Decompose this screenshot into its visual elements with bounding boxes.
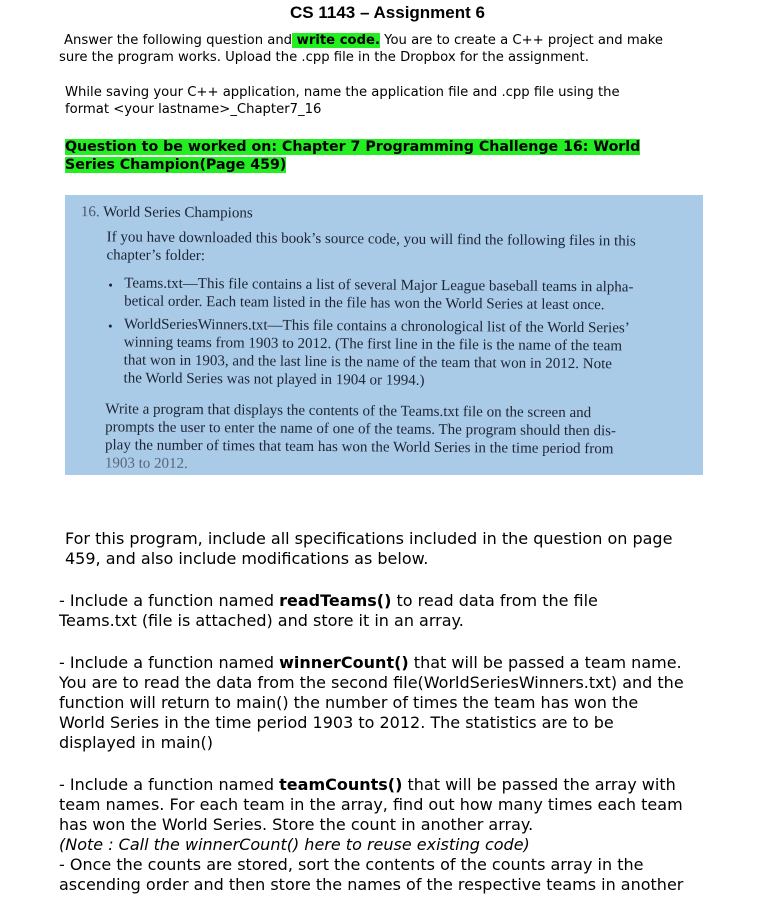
readteams-line-2: Teams.txt (file is attached) and store it in an array. <box>59 611 464 630</box>
intro-text-b: You are to create a C++ project and make <box>379 33 664 48</box>
teamcounts-note: (Note : Call the winnerCount() here to reuse existing code) <box>59 835 530 854</box>
excerpt-intro-1: If you have downloaded this book’s source code, you will find the following files in this <box>106 229 636 250</box>
winnercount-line-2: You are to read the data from the second file(WorldSeriesWinners.txt) and the <box>59 673 684 692</box>
winnercount-line-5: displayed in main() <box>59 733 214 752</box>
readteams-line-1 <box>59 591 598 611</box>
excerpt-bullet2-line2: winning teams from 1903 to 2012. (The first line in the file is the name of the team <box>123 334 623 355</box>
write-code-highlight: write code. <box>292 33 380 48</box>
excerpt-number: 16. <box>80 204 100 221</box>
bullet-icon: • <box>108 277 113 293</box>
teamcounts-line-6: ascending order and then store the names of the respective teams in another <box>59 875 684 894</box>
intro-line-2: sure the program works. Upload the .cpp file in the Dropbox for the assignment. <box>59 50 589 65</box>
specs-line-1: For this program, include all specifications included in the question on page <box>65 529 673 548</box>
readteams-pre: - Include a function named <box>59 591 280 610</box>
excerpt-intro-2: chapter’s folder: <box>106 247 206 265</box>
excerpt-para-line3: play the number of times that team has won the World Series in the time period from <box>104 437 614 458</box>
saving-line-1: While saving your C++ application, name the application file and .cpp file using the <box>65 85 620 100</box>
winnercount-pre: - Include a function named <box>59 653 280 672</box>
excerpt-bullet1-line2: betical order. Each team listed in the file has won the World Series at least once. <box>124 293 605 314</box>
winnercount-line-4: World Series in the time period 1903 to 2012. The statistics are to be <box>59 713 614 732</box>
teamcounts-line-2: team names. For each team in the array, find out how many times each team <box>59 795 683 814</box>
textbook-excerpt-image <box>65 195 703 475</box>
intro-line-1 <box>64 32 663 49</box>
winnercount-line-3: function will return to main() the number of times the team has won the <box>59 693 639 712</box>
winnercount-post: that will be passed a team name. <box>408 653 682 672</box>
teamcounts-line-3: has won the World Series. Store the count in another array. <box>59 815 534 834</box>
readteams-fn: readTeams() <box>279 591 392 610</box>
excerpt-bullet2-line4: the World Series was not played in 1904 or 1994.) <box>123 370 425 389</box>
question-heading <box>65 138 685 174</box>
excerpt-para-line4: 1903 to 2012. <box>104 455 188 472</box>
teamcounts-fn: teamCounts() <box>279 775 403 794</box>
bullet-icon: • <box>107 318 113 334</box>
page-title: CS 1143 – Assignment 6 <box>290 3 485 22</box>
excerpt-para-line1: Write a program that displays the contents of the Teams.txt file on the screen and <box>105 401 592 422</box>
excerpt-heading: World Series Champions <box>103 204 253 222</box>
teamcounts-line-1 <box>59 775 676 795</box>
winnercount-fn: winnerCount() <box>279 653 409 672</box>
teamcounts-line-5: - Once the counts are stored, sort the contents of the counts array in the <box>59 855 644 874</box>
winnercount-line-1 <box>59 653 682 673</box>
intro-text-a: Answer the following question and <box>64 33 293 48</box>
teamcounts-pre: - Include a function named <box>59 775 280 794</box>
question-line-1: Question to be worked on: Chapter 7 Programming Challenge 16: World <box>65 139 641 155</box>
excerpt-bullet2-line1: WorldSeriesWinners.txt—This file contains a chronological list of the World Series’ <box>123 316 630 337</box>
excerpt-bullet2-line3: that won in 1903, and the last line is the name of the team that won in 2012. Note <box>123 352 612 373</box>
specs-line-2: 459, and also include modifications as below. <box>65 549 429 568</box>
excerpt-title <box>81 204 253 222</box>
question-line-2: Series Champion(Page 459) <box>65 157 287 173</box>
readteams-post: to read data from the file <box>391 591 598 610</box>
excerpt-bullet1-line1: Teams.txt—This file contains a list of several Major League baseball teams in alpha- <box>124 275 634 296</box>
excerpt-para-line2: prompts the user to enter the name of one of the teams. The program should then dis- <box>105 419 617 440</box>
teamcounts-post: that will be passed the array with <box>402 775 676 794</box>
saving-line-2: format <your lastname>_Chapter7_16 <box>65 102 322 117</box>
